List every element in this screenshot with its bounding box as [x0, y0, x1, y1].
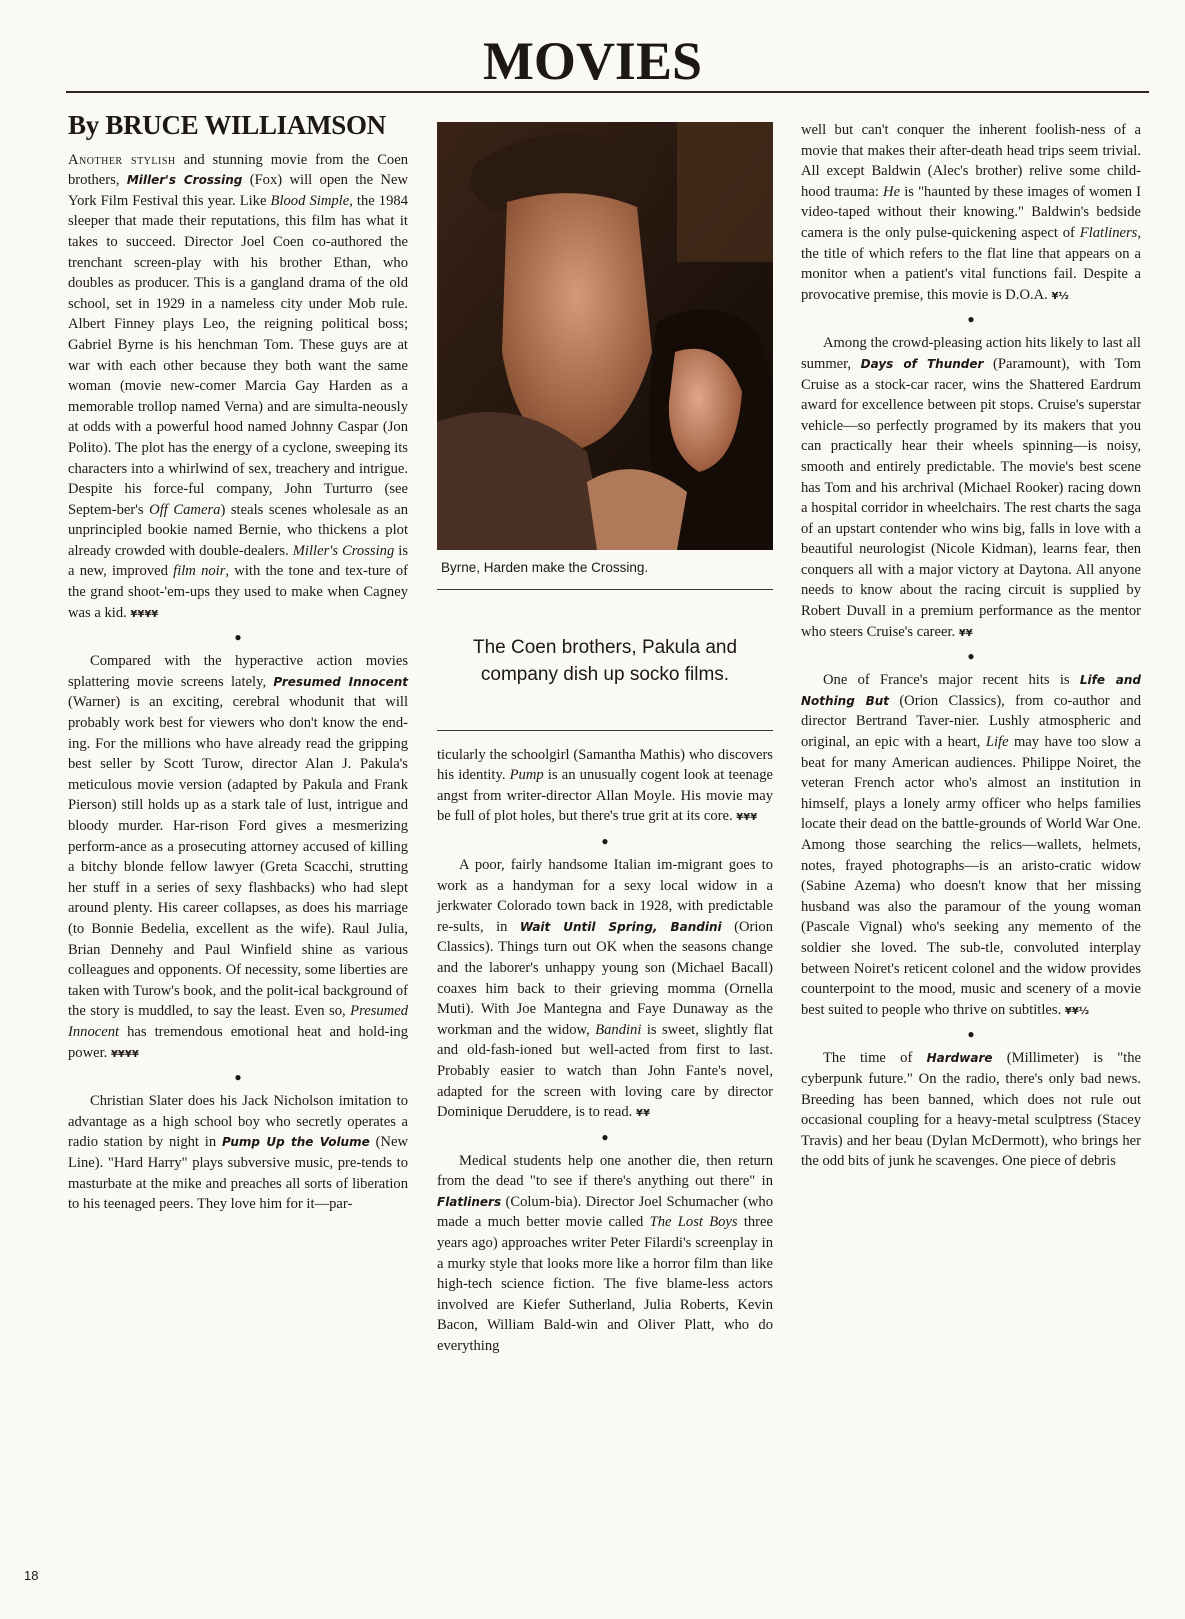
bullet-divider: ● — [967, 312, 975, 327]
rating: ¥½ — [1051, 290, 1069, 302]
bullet-divider: ● — [601, 833, 609, 848]
review-millers-crossing: Another stylish and stunning movie from the Coen brothers, Miller's Crossing (Fox) will open the New York Film Festival this year. Like Blood Simple, the 1984 sleeper that made their reputations, this film has what it takes to succeed. Director Joel Coen co-authored the trenchant screen-play with his brother Ethan, who doubles as producer. This is a gangland drama of the old school, set in 1929 in a nameless city under Mob rule. Albert Finney plays Leo, the reigning political boss; Gabriel Byrne is his henchman Tom. These guys are at war with each other because they both want the same woman (movie new-comer Marcia Gay Harden as a memorable trollop named Verna) and are simulta-neously at odds with a powerful hood named Johnny Caspar (Jon Polito). The plot has the energy of a cyclone, sweeping its characters into a whirlwind of sex, treachery and intrigue. Despite his force-ful company, John Turturro (see Septem-ber's Off Camera) steals scenes wholesale as an unprincipled bookie named Bernie, who thickens a plot already crowded with double-dealers. Miller's Crossing is a new, improved film noir, with the tone and tex-ture of the grand shoot-'em-ups they used to make when Cagney was a kid. ¥¥¥¥ — [68, 151, 409, 621]
review-flatliners: Medical students help one another die, then return from the dead "to see if there's anything out there" in Flatliners (Colum-bia). Director Joel Schumacher (who made a much better movie called The Lost Boys three years ago) approaches writer Peter Filardi's screenplay in a murky style that looks more like a horror film than like high-tech science fiction. The five blame-less actors involved are Kiefer Sutherland, Julia Roberts, Kevin Bacon, William Bald-win and Oliver Platt, who do everything — [437, 1152, 773, 1355]
column-2 — [437, 122, 773, 1357]
rating: ¥¥½ — [1064, 1005, 1090, 1017]
review-pump-up-the-volume: Christian Slater does his Jack Nicholson imitation to advantage as a high school boy who secretly operates a radio station by night in Pump Up the Volume (New Line). "Hard Harry" plays subversive music, pre-tends to masturbate at the mike and preaches all sorts of liberation to his teenaged peers. They love him for it—par- — [68, 1093, 408, 1213]
rating: ¥¥¥ — [736, 812, 758, 824]
bullet-divider: ● — [234, 630, 242, 645]
rating: ¥¥¥¥ — [130, 608, 159, 620]
review-wait-until-spring-bandini: A poor, fairly handsome Italian im-migrant goes to work as a handyman for a sexy local widow in a jerkwater Colorado town back in 1928, with predictable re-sults, in Wait Until Spring, Bandini (Orion Classics). Things turn out OK when the seasons change and the laborer's unhappy young son (Michael Bacall) coaxes him back to their grieving momma (Ornella Muti). With Joe Mantegna and Faye Dunaway as the workman and the widow, Bandini is sweet, slightly flat and old-fash-ioned but well-acted from first to last. Probably easier to watch than John Fante's novel, adapted for the screen with loving care by director Dominique Deruddere, is to read. ¥¥ — [437, 856, 773, 1121]
column-3 — [801, 120, 1141, 1172]
bullet-divider: ● — [601, 1129, 609, 1144]
bullet-divider: ● — [234, 1070, 242, 1085]
review-pump-continued: ticularly the schoolgirl (Samantha Mathis) who discovers his identity. Pump is an unusually cogent look at teenage angst from writer-director Allan Moyle. His movie may be full of plot holes, but there's true grit at its core. ¥¥¥ — [437, 746, 773, 825]
page-number: 18 — [24, 1568, 39, 1583]
photo-caption: Byrne, Harden make the Crossing. — [441, 560, 649, 575]
review-presumed-innocent: Compared with the hyperactive action movies splattering movie screens lately, Presumed Innocent (Warner) is an exciting, cerebral whodunit that will probably work best for viewers who don't know the end-ing. For the millions who have already read the gripping best seller by Scott Turow, director Alan J. Pakula's meticulous movie version (adapted by Pakula and Frank Pierson) still holds up as a stark tale of lust, intrigue and bloody murder. Har-rison Ford gives a mesmerizing perform-ance as a prosecuting attorney accused of killing a bitchy blonde fellow lawyer (Greta Scacchi, strutting her stuff in a series of sexy flashbacks) who had slept around plenty. His career collapses, as does his marriage (to Bonnie Bedelia, excellent as the wife). Raul Julia, Brian Dennehy and Paul Winfield shine as various colleagues and opponents. Of necessity, some liberties are taken with Turow's book, and the polit-ical background of the story is muddled, to say the least. Even so, Presumed Innocent has tremendous emotional heat and hold-ing power. ¥¥¥¥ — [68, 653, 408, 1061]
bullet-divider: ● — [967, 649, 975, 664]
pull-quote: The Coen brothers, Pakula and company dish up socko films. — [472, 636, 738, 685]
review-hardware: The time of Hardware (Millimeter) is "the cyberpunk future." On the radio, there's only bad news. Breeding has been banned, which does not rule out occasional coupling for a heavy-metal sculptress (Stacey Travis) and her beau (Dylan McDermott), who brings her the odd bits of junk he scavenges. One piece of debris — [801, 1050, 1141, 1170]
rating: ¥¥ — [635, 1108, 650, 1120]
byline: By BRUCE WILLIAMSON — [68, 110, 386, 140]
header-rule — [66, 91, 1149, 93]
section-title: MOVIES — [482, 31, 703, 91]
review-days-of-thunder: Among the crowd-pleasing action hits likely to last all summer, Days of Thunder (Paramount), with Tom Cruise as a stock-car racer, wins the Shattered Eardrum award for excellence between pit stops. Cruise's superstar vehicle—so perfectly programed by its makers that you can practically hear their wheels spinning—is noisy, smooth and entirely predictable. The movie's best scene has Tom and his archrival (Michael Rooker) racing down a hospital corridor in wheelchairs. The rest charts the saga of an upstart contender who wins big, falls in love with a beautiful neurologist (Nicole Kidman), learns fear, then conquers all with a major victory at Daytona. All anyone needs to know about the racing circuit is supplied by Robert Duvall in a premium performance as the mentor who steers Cruise's career. ¥¥ — [801, 335, 1141, 640]
bullet-divider: ● — [967, 1027, 975, 1042]
review-life-and-nothing-but: One of France's major recent hits is Life and Nothing But (Orion Classics), from co-author and director Bertrand Taver-nier. Lushly atmospheric and original, an epic with a heart, Life may have too slow a beat for many American audiences. Philippe Noiret, the veteran French actor who's almost an institution in himself, plays a lonely army officer who helps families locate their dead on the battle-grounds of World War One. Among those searching the relics—wallets, helmets, notes, frayed photographs—is an aristo-cratic widow (Sabine Azema) who doesn't know that her missing husband was also the paramour of the young woman (Pascale Vignal) who's seeking any memento of the soldier she loved. The sub-tle, convoluted interplay between Noiret's reticent colonel and the widow provides counterpoint to the mood, music and scenery of a movie best suited to people who thrive on subtitles. ¥¥½ — [801, 672, 1142, 1018]
review-flatliners-continued: well but can't conquer the inherent foolish-ness of a movie that makes their after-death head trips seem trivial. All except Baldwin (Alec's brother) relive some child-hood trauma: He is "haunted by these images of women I video-taped without their knowing." Baldwin's bedside camera is the only pulse-quickening aspect of Flatliners, the title of which refers to the flat line that appears on a monitor when a patient's vital functions fail. Despite a provocative premise, this movie is D.O.A. ¥½ — [801, 122, 1141, 303]
pullquote-rule-bottom — [437, 730, 773, 731]
rating: ¥¥¥¥ — [110, 1048, 139, 1060]
rating: ¥¥ — [958, 627, 973, 639]
film-still-photo — [437, 122, 773, 550]
column-1 — [68, 112, 408, 1215]
